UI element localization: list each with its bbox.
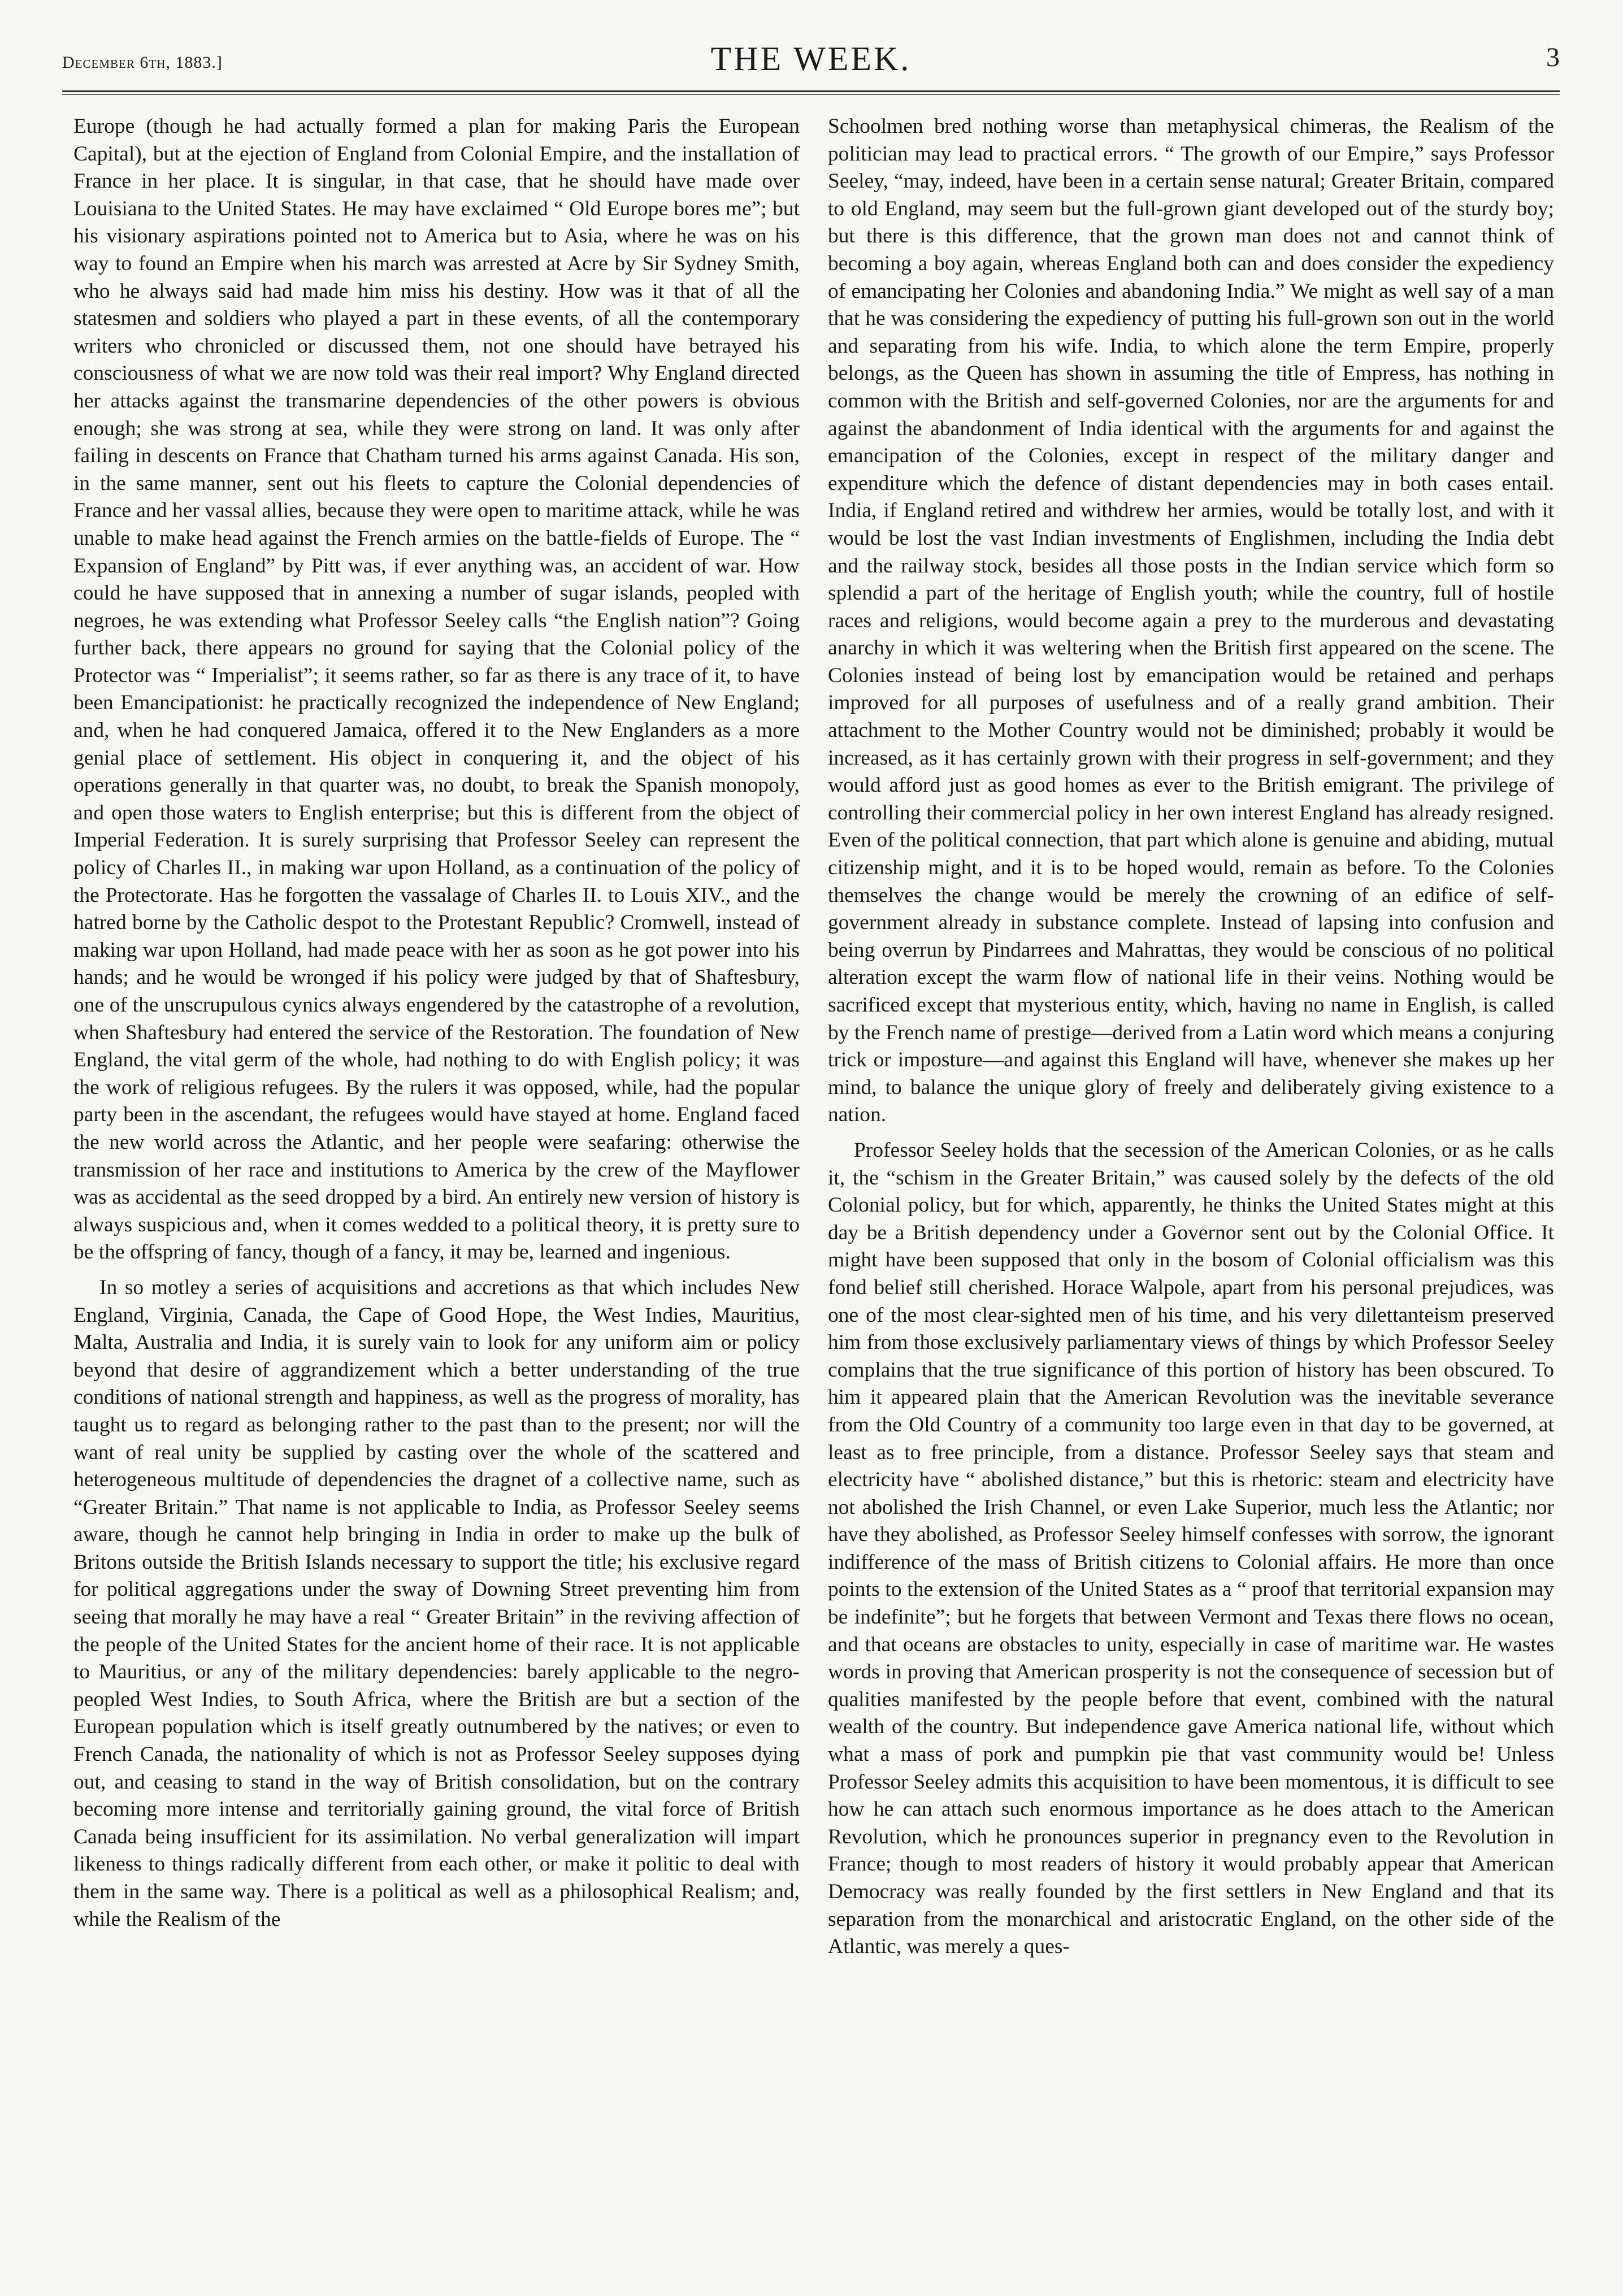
right-column	[828, 113, 1554, 2277]
header-rule-thin	[62, 94, 1560, 95]
article-paragraph: Professor Seeley holds that the secession of the American Colonies, or as he calls it, the “schism in the Greater Britain,” was caused solely by the defects of the old Colonial policy, but for which, apparently, he thinks the United States might at this day be a British dependency under a Governor sent out by the Colonial Office. It might have been supposed that only in the bosom of Colonial officialism was this fond belief still cherished. Horace Walpole, apart from his personal prejudices, was one of the most clear-sighted men of his time, and his very dilettanteism preserved him from those exclusively parliamentary views of things by which Professor Seeley complains that the true significance of this portion of history has been obscured. To him it appeared plain that the American Revolution was the inevitable severance from the Old Country of a community too large even in that day to be governed, at least as to free principle, from a distance. Professor Seeley says that steam and electricity have “ abolished distance,” but this is rhetoric: steam and electricity have not abolished the Irish Channel, or even Lake Superior, much less the Atlantic; nor have they abolished, as Professor Seeley himself confesses with sorrow, the ignorant indifference of the mass of British citizens to Colonial affairs. He more than once points to the extension of the United States as a “ proof that territorial expansion may be indefinite”; but he forgets that between Vermont and Texas there flows no ocean, and that oceans are obstacles to unity, especially in case of maritime war. He wastes words in proving that American prosperity is not the consequence of secession but of qualities manifested by the people before that event, combined with the natural wealth of the country. But independence gave America national life, without which what a mass of pork and pumpkin pie that vast community would be! Unless Professor Seeley admits this acquisition to have been momentous, it is difficult to see how he can attach such enormous importance as he does attach to the American Revolution, which he pronounces superior in pregnancy even to the Revolution in France; though to most readers of history it would probably appear that American Democracy was really founded by the first settlers in New England and that its separation from the monarchical and aristocratic England, on the other side of the Atlantic, was merely a ques-	[828, 1138, 1554, 1959]
page-header	[62, 34, 1560, 90]
page-number: 3	[1546, 42, 1560, 72]
article-paragraph: Europe (though he had actually formed a plan for making Paris the European Capital), but at the ejection of England from Colonial Empire, and the installation of France in her place. It is singular, in that case, that he should have made over Louisiana to the United States. He may have exclaimed “ Old Europe bores me”; but his visionary aspirations pointed not to America but to Asia, where he was on his way to found an Empire when his march was arrested at Acre by Sir Sydney Smith, who he always said had made him miss his destiny. How was it that of all the statesmen and soldiers who played a part in these events, of all the contemporary writers who chronicled or discussed them, not one should have betrayed his consciousness of what we are now told was their real import? Why England directed her attacks against the transmarine dependencies of the other powers is obvious enough; she was strong at sea, while they were strong on land. It was only after failing in descents on France that Chatham turned his arms against Canada. His son, in the same manner, sent out his fleets to capture the Colonial dependencies of France and her vassal allies, because they were open to maritime attack, while he was unable to make head against the French armies on the battle-fields of Europe. The “ Expansion of England” by Pitt was, if ever anything was, an accident of war. How could he have supposed that in annexing a number of sugar islands, peopled with negroes, he was extending what Professor Seeley calls “the English nation”? Going further back, there appears no ground for saying that the Colonial policy of the Protector was “ Imperialist”; it seems rather, so far as there is any trace of it, to have been Emancipationist: he practically recognized the independence of New England; and, when he had conquered Jamaica, offered it to the New Englanders as a more genial place of settlement. His object in conquering it, and the object of his operations generally in that quarter was, no doubt, to break the Spanish monopoly, and open those waters to English enterprise; but this is different from the object of Imperial Federation. It is surely surprising that Professor Seeley can represent the policy of Charles II., in making war upon Holland, as a continuation of the policy of the Protectorate. Has he forgotten the vassalage of Charles II. to Louis XIV., and the hatred borne by the Catholic despot to the Protestant Republic? Cromwell, instead of making war upon Holland, had made peace with her as soon as he got power into his hands; and he would be wronged if his policy were judged by that of Shaftesbury, one of the unscrupulous cynics always engendered by the catastrophe of a revolution, when Shaftesbury had entered the service of the Restoration. The foundation of New England, the vital germ of the whole, had nothing to do with English policy; it was the work of religious refugees. By the rulers it was opposed, while, had the popular party been in the ascendant, the refugees would have stayed at home. England faced the new world across the Atlantic, and her people were seafaring: otherwise the transmission of her race and institutions to America by the crew of the Mayflower was as accidental as the seed dropped by a bird. An entirely new version of history is always suspicious and, when it comes wedded to a political theory, it is pretty sure to be the offspring of fancy, though of a fancy, it may be, learned and ingenious.	[73, 115, 800, 1264]
masthead-title: THE WEEK.	[710, 40, 912, 77]
header-rule	[62, 90, 1560, 92]
issue-date: December 6th, 1883.]	[62, 53, 223, 72]
article-paragraph: Schoolmen bred nothing worse than metaphysical chimeras, the Realism of the politician may lead to practical errors. “ The growth of our Empire,” says Professor Seeley, “may, indeed, have been in a certain sense natural; Greater Britain, compared to old England, may seem but the full-grown giant developed out of the sturdy boy; but there is this difference, that the grown man does not and cannot think of becoming a boy again, whereas England both can and does consider the expediency of emancipating her Colonies and abandoning India.” We might as well say of a man that he was considering the expediency of putting his full-grown son out in the world and separating from his wife. India, to which alone the term Empire, properly belongs, as the Queen has shown in assuming the title of Empress, has nothing in common with the British and self-governed Colonies, nor are the arguments for and against the abandonment of India identical with the arguments for and against the emancipation of the Colonies, except in respect of the military danger and expenditure which the defence of distant dependencies may in both cases entail. India, if England retired and withdrew her armies, would be totally lost, and with it would be lost the vast Indian investments of Englishmen, including the India debt and the railway stock, besides all those posts in the Indian service which form so splendid a part of the heritage of English youth; while the country, full of hostile races and religions, would become again a prey to the murderous and devastating anarchy in which it was weltering when the British first appeared on the scene. The Colonies instead of being lost by emancipation would be retained and perhaps improved for all purposes of usefulness and of a really grand ambition. Their attachment to the Mother Country would not be diminished; probably it would be increased, as it has certainly grown with their progress in self-government; and they would afford just as good homes as ever to the British emigrant. The privilege of controlling their commercial policy in her own interest England has already resigned. Even of the political connection, that part which alone is genuine and abiding, mutual citizenship might, and it is to be hoped would, remain as before. To the Colonies themselves the change would be merely the crowning of an edifice of self-government already in substance complete. Instead of lapsing into confusion and being overrun by Pindarrees and Mahrattas, they would be conscious of no political alteration except the warm flow of national life in their veins. Nothing would be sacrificed except that mysterious entity, which, having no name in English, is called by the French name of prestige—derived from a Latin word which means a conjuring trick or imposture—and against this England will have, whenever she makes up her mind, to balance the unique glory of freely and deliberately giving existence to a nation.	[828, 115, 1554, 1127]
left-column	[73, 113, 800, 2277]
article-paragraph: In so motley a series of acquisitions and accretions as that which includes New England, Virginia, Canada, the Cape of Good Hope, the West Indies, Mauritius, Malta, Australia and India, it is surely vain to look for any uniform aim or policy beyond that desire of aggrandizement which a better understanding of the true conditions of national strength and happiness, as well as the progress of morality, has taught us to regard as belonging rather to the past than to the present; nor will the want of real unity be supplied by casting over the whole of the scattered and heterogeneous multitude of dependencies the dragnet of a collective name, such as “Greater Britain.” That name is not applicable to India, as Professor Seeley seems aware, though he cannot help bringing in India in order to make up the bulk of Britons outside the British Islands necessary to support the title; his exclusive regard for political aggregations under the sway of Downing Street preventing him from seeing that morally he may have a real “ Greater Britain” in the reviving affection of the people of the United States for the ancient home of their race. It is not applicable to Mauritius, or any of the military dependencies: barely applicable to the negro-peopled West Indies, to South Africa, where the British are but a section of the European population which is itself greatly outnumbered by the natives; or even to French Canada, the nationality of which is not as Professor Seeley supposes dying out, and ceasing to stand in the way of British consolidation, but on the contrary becoming more intense and territorially gaining ground, the vital force of British Canada being insufficient for its assimilation. No verbal generalization will impart likeness to things radically different from each other, or make it politic to deal with them in the same way. There is a political as well as a philosophical Realism; and, while the Realism of the	[73, 1275, 800, 1931]
